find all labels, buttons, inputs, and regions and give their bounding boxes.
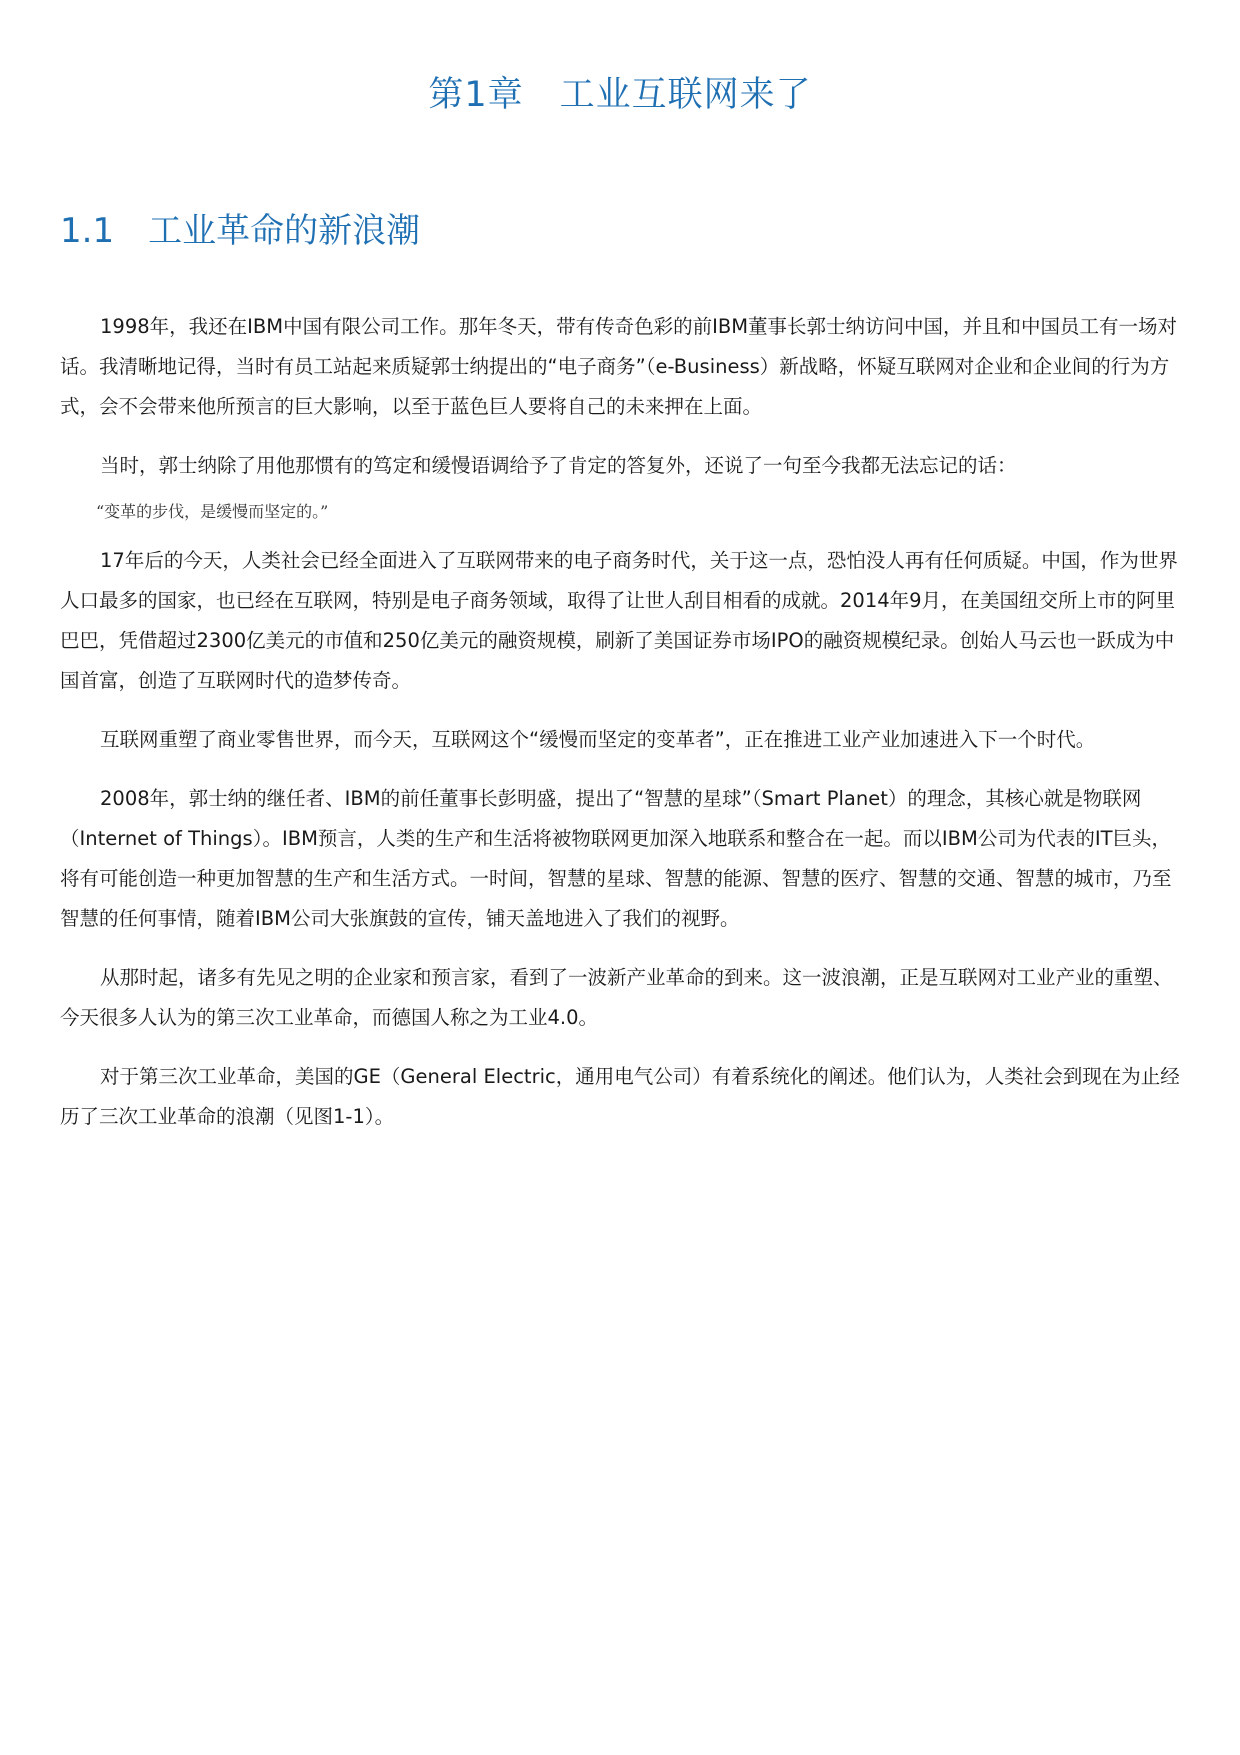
chapter-title-text: 工业互联网来了 <box>559 75 812 115</box>
chapter-title <box>0 70 1240 120</box>
paragraph-3: 17年后的今天，人类社会已经全面进入了互联网带来的电子商务时代，关于这一点，恐怕没人再有任何质疑。中国，作为世界人口最多的国家，也已经在互联网，特别是电子商务领域，取得了让世人刮目相看的成就。2014年9月，在美国纽交所上市的阿里巴巴，凭借超过2300亿美元的市值和250亿美元的融资规模，刷新了美国证券市场IPO的融资规模纪录。创始人马云也一跃成为中国首富，创造了互联网时代的造梦传奇。 <box>60 549 1178 692</box>
chapter-number: 第1章 <box>428 75 524 115</box>
section-title-text: 工业革命的新浪潮 <box>148 211 421 251</box>
paragraph-6: 从那时起，诸多有先见之明的企业家和预言家，看到了一波新产业革命的到来。这一波浪潮，正是互联网对工业产业的重塑、今天很多人认为的第三次工业革命，而德国人称之为工业4.0。 <box>60 966 1173 1029</box>
quote: “变革的步伐，是缓慢而坚定的。” <box>96 502 329 521</box>
section-title <box>60 207 420 255</box>
section-number: 1.1 <box>60 211 115 251</box>
paragraph-5: 2008年，郭士纳的继任者、IBM的前任董事长彭明盛，提出了“智慧的星球”（Smart Planet）的理念，其核心就是物联网（Internet of Things）。IBM预言，人类的生产和生活将被物联网更加深入地联系和整合在一起。而以IBM公司为代表的IT巨头，将有可能创造一种更加智慧的生产和生活方式。一时间，智慧的星球、智慧的能源、智慧的医疗、智慧的交通、智慧的城市，乃至智慧的任何事情，随着IBM公司大张旗鼓的宣传，铺天盖地进入了我们的视野。 <box>60 787 1172 930</box>
body-text <box>60 307 1180 1156</box>
paragraph-1: 1998年，我还在IBM中国有限公司工作。那年冬天，带有传奇色彩的前IBM董事长郭士纳访问中国，并且和中国员工有一场对话。我清晰地记得，当时有员工站起来质疑郭士纳提出的“电子商务”（e-Business）新战略，怀疑互联网对企业和企业间的行为方式，会不会带来他所预言的巨大影响，以至于蓝色巨人要将自己的未来押在上面。 <box>60 315 1178 418</box>
paragraph-7: 对于第三次工业革命，美国的GE（General Electric，通用电气公司）有着系统化的阐述。他们认为，人类社会到现在为止经历了三次工业革命的浪潮（见图1-1）。 <box>60 1065 1180 1128</box>
paragraph-4: 互联网重塑了商业零售世界，而今天，互联网这个“缓慢而坚定的变革者”，正在推进工业产业加速进入下一个时代。 <box>100 728 1096 751</box>
paragraph-2: 当时，郭士纳除了用他那惯有的笃定和缓慢语调给予了肯定的答复外，还说了一句至今我都无法忘记的话： <box>100 454 1017 477</box>
